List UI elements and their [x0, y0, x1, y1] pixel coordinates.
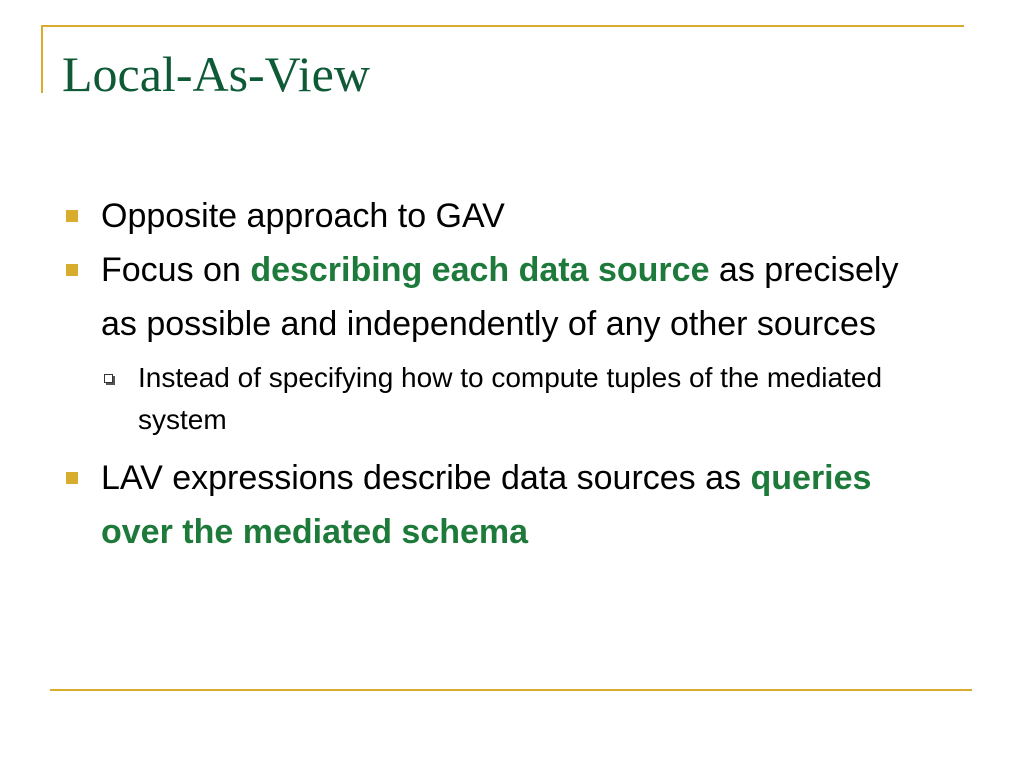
bullet-emphasis: describing each data source	[250, 251, 710, 289]
square-bullet-icon	[66, 264, 78, 276]
subbullet-text: Instead of specifying how to compute tuples of the mediated system	[138, 362, 883, 435]
top-accent-rule	[41, 25, 964, 27]
bullet-item-1	[0, 189, 941, 243]
bullet-text-trail: as precisely as possible and independently of any other sources	[101, 251, 899, 343]
bullet-item-2	[0, 243, 941, 351]
bottom-accent-rule	[50, 689, 972, 691]
left-accent-rule	[41, 25, 43, 93]
subbullet-item-1	[0, 357, 958, 441]
square-bullet-icon	[66, 472, 78, 484]
bullet-text-lead: Focus on	[101, 251, 251, 289]
bullet-item-3	[0, 451, 941, 559]
slide-title: Local-As-View	[62, 46, 370, 102]
hollow-square-bullet-icon	[104, 374, 113, 383]
bullet-text: Opposite approach to GAV	[101, 197, 505, 235]
bullet-emphasis: queries over the mediated schema	[101, 459, 872, 551]
bullet-list	[0, 189, 1024, 559]
square-bullet-icon	[66, 210, 78, 222]
bullet-text-lead: LAV expressions describe data sources as	[101, 459, 751, 497]
